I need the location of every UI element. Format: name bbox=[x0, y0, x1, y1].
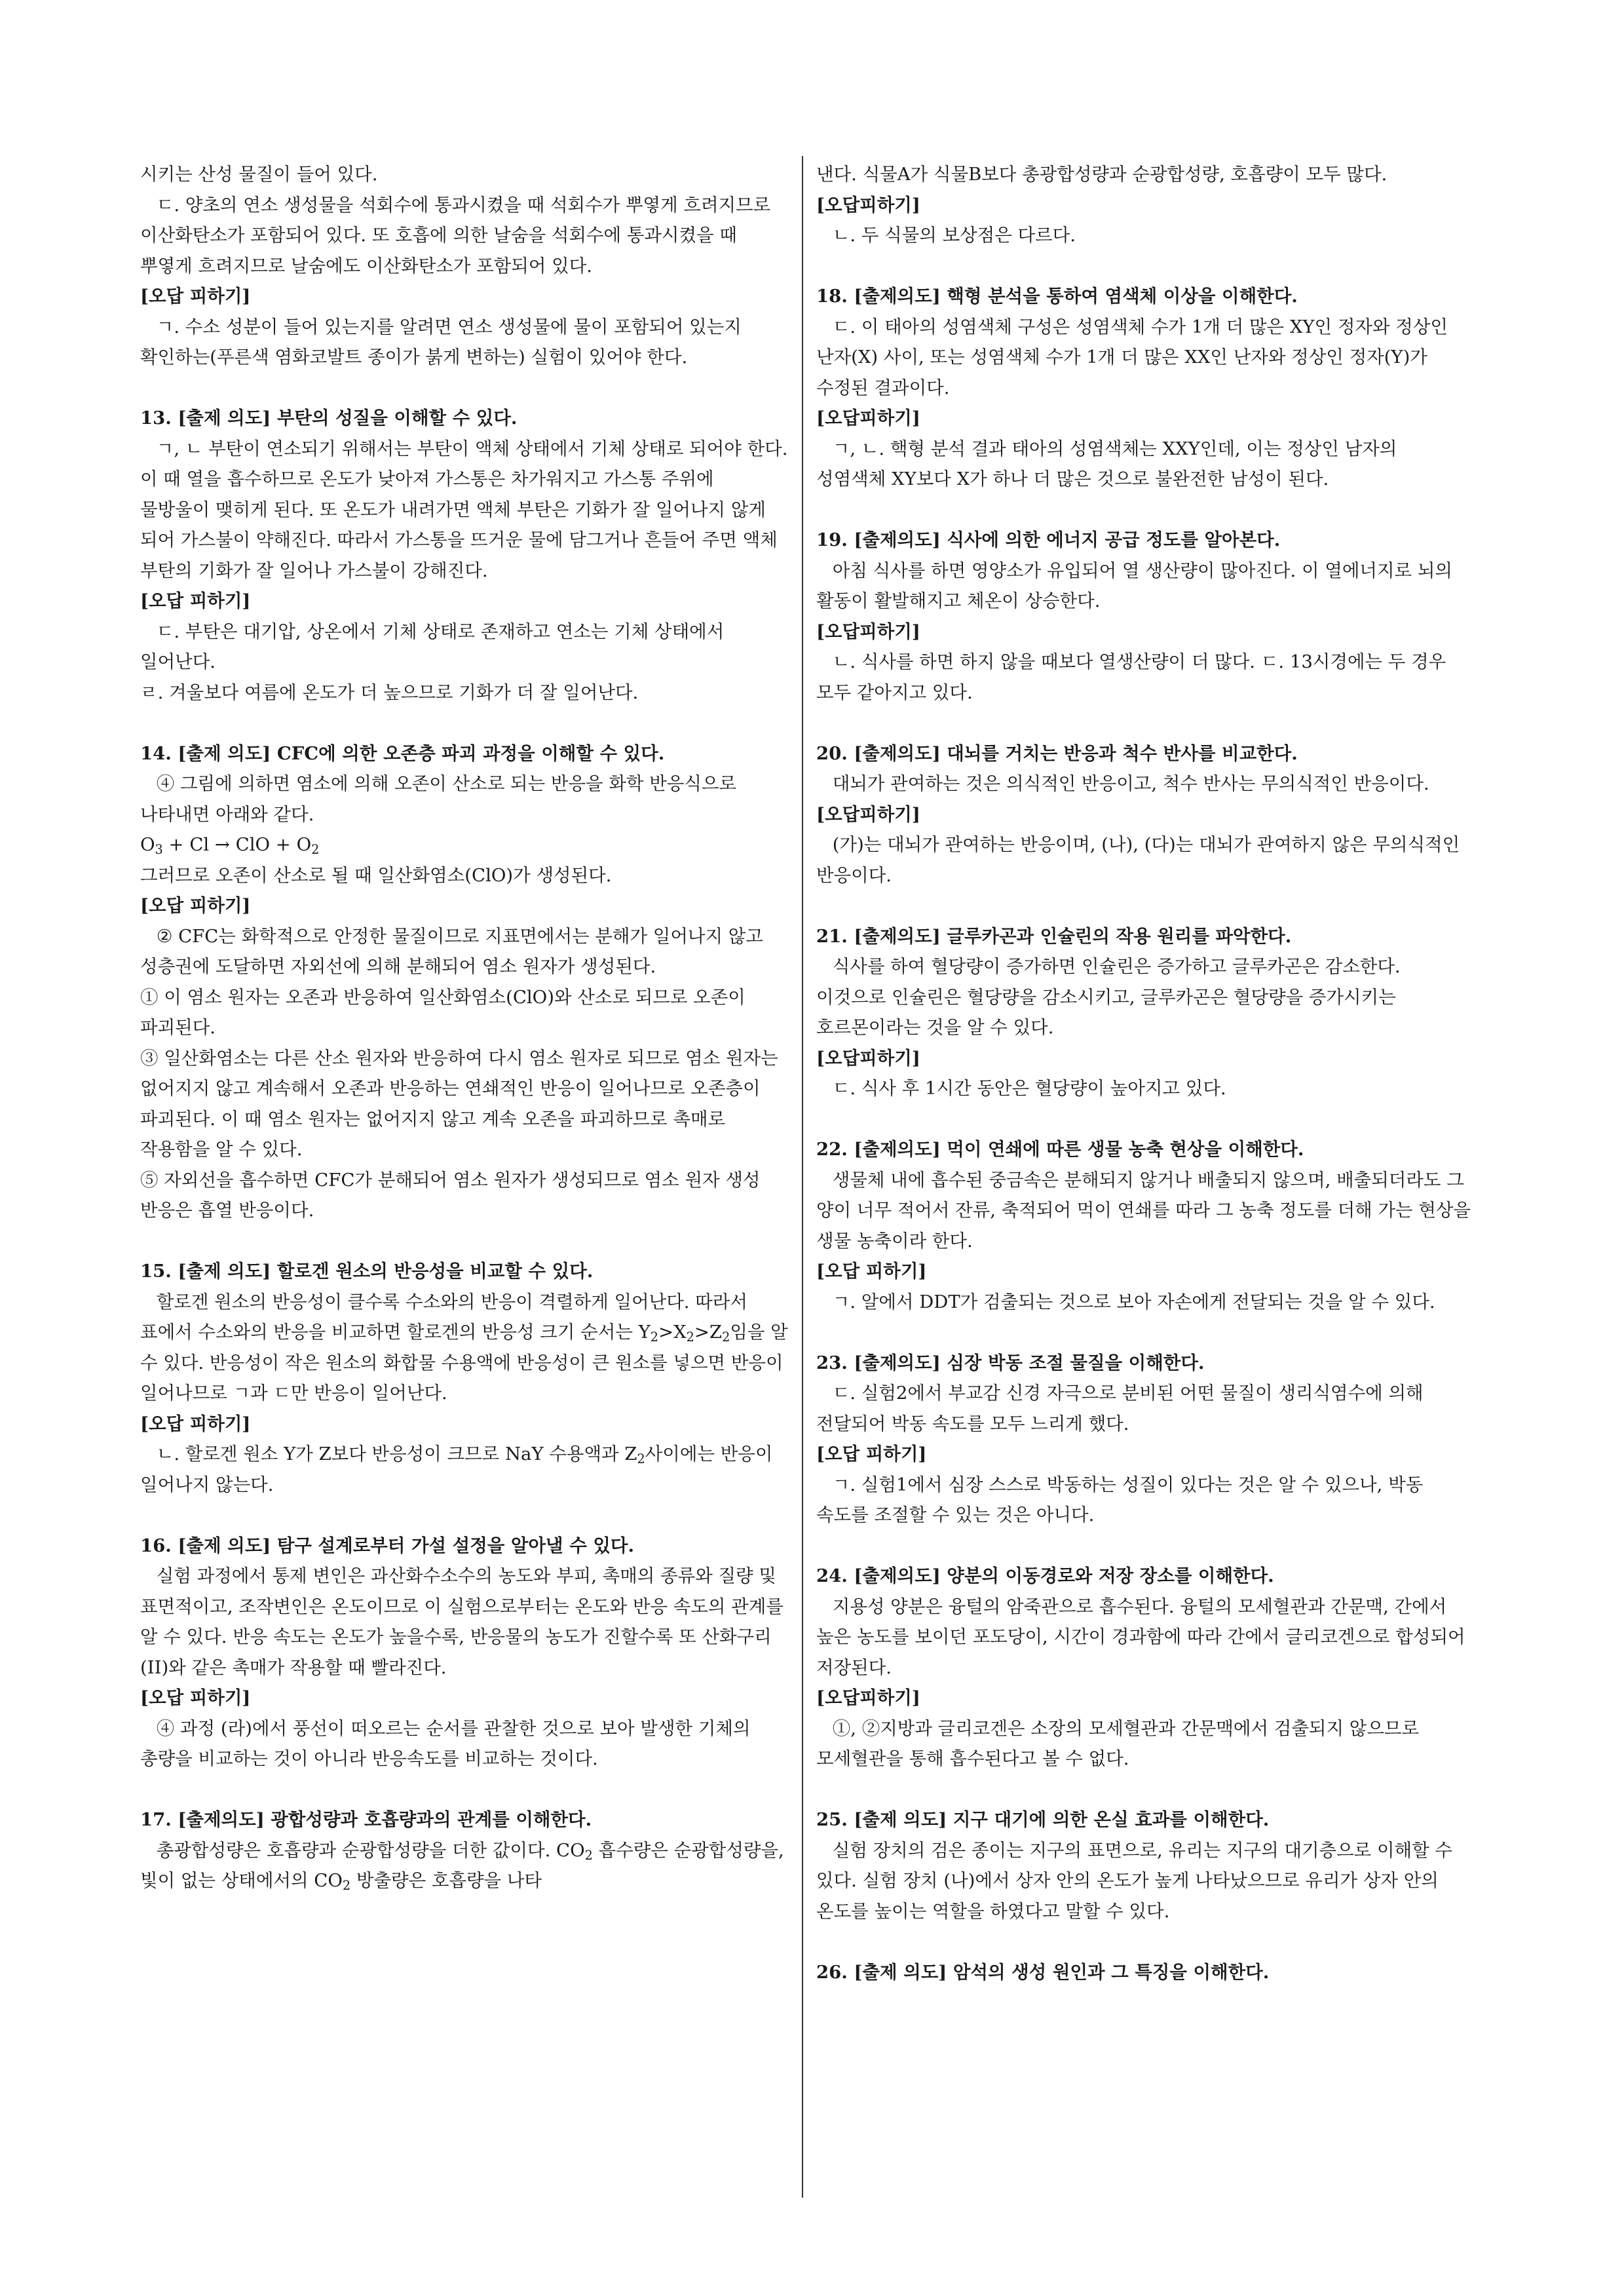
question-20-body: 대뇌가 관여하는 것은 의식적인 반응이고, 척수 반사는 무의식적인 반응이다. bbox=[832, 773, 1429, 794]
question-26-heading: 26. [출제 의도] 암석의 생성 원인과 그 특징을 이해한다. bbox=[816, 1961, 1270, 1983]
question-22-heading: 22. [출제의도] 먹이 연쇄에 따른 생물 농축 현상을 이해한다. bbox=[816, 1139, 1304, 1160]
question-14-heading: 14. [출제 의도] CFC에 의한 오존층 파괴 과정을 이해할 수 있다. bbox=[140, 742, 665, 764]
question-21-heading: 21. [출제의도] 글루카곤과 인슐린의 작용 원리를 파악한다. bbox=[816, 925, 1292, 947]
question-13-heading: 13. [출제 의도] 부탄의 성질을 이해할 수 있다. bbox=[140, 408, 518, 429]
explanation-c: ㄷ. 부탄은 대기압, 상온에서 기체 상태로 존재하고 연소는 기체 상태에서 일어난다. bbox=[140, 621, 725, 672]
question-17-body: 총광합성량은 호흡량과 순광합성량을 더한 값이다. $CO_2$ 흡수량은 순광합성량을, 빛이 없는 상태에서의 $CO_2$ 방출량은 호흡량을 나타 bbox=[140, 1839, 784, 1893]
wrong-answer-label: [오답 피하기] bbox=[140, 1413, 251, 1434]
explanation-b: ㄴ. 할로겐 원소 Y가 Z보다 반응성이 크므로 NaY 수용액과 $Z_2$사이에는 반응이 일어나지 않는다. bbox=[140, 1444, 773, 1495]
wrong-answer-label: [오답피하기] bbox=[816, 1687, 920, 1708]
wrong-answer-label: [오답피하기] bbox=[816, 408, 920, 429]
question-15-heading: 15. [출제 의도] 할로겐 원소의 반응성을 비교할 수 있다. bbox=[140, 1261, 594, 1282]
option-5: ⑤ 자외선을 흡수하면 CFC가 분해되어 염소 원자가 생성되므로 염소 원자 생성 반응은 흡열 반응이다. bbox=[140, 1169, 761, 1221]
explanation-a: ㄱ. 실험1에서 심장 스스로 박동하는 성질이 있다는 것은 알 수 있으나, 박동 속도를 조절할 수 있는 것은 아니다. bbox=[816, 1474, 1424, 1525]
explanation-d: ㄹ. 겨울보다 여름에 온도가 더 높으므로 기화가 더 잘 일어난다. bbox=[140, 681, 639, 703]
question-22-body: 생물체 내에 흡수된 중금속은 분해되지 않거나 배출되지 않으며, 배출되더라도 그 양이 너무 적어서 잔류, 축적되어 먹이 연쇄를 따라 그 농축 정도를 더해 가는 현상을 생물 농축이라 한다. bbox=[816, 1169, 1471, 1252]
question-16-body: 실험 과정에서 통제 변인은 과산화수소수의 농도와 부피, 촉매의 종류와 질량 및 표면적이고, 조작변인은 온도이므로 이 실험으로부터는 온도와 반응 속도의 관계를 알 수 있다. 반응 속도는 온도가 높을수록, 반응물의 농도가 진할수록 또 산화구리(II)와 같은 촉매가 작용할 때 빨라진다. bbox=[140, 1565, 784, 1678]
question-20-heading: 20. [출제의도] 대뇌를 거치는 반응과 척수 반사를 비교한다. bbox=[816, 742, 1298, 764]
question-21-body: 식사를 하여 혈당량이 증가하면 인슐린은 증가하고 글루카곤은 감소한다. 이것으로 인슐린은 혈당량을 감소시키고, 글루카곤은 혈당량을 증가시키는 호르몬이라는 것을 알 수 있다. bbox=[816, 956, 1401, 1038]
question-17-body-cont: 낸다. 식물A가 식물B보다 총광합성량과 순광합성량, 호흡량이 모두 많다. bbox=[816, 164, 1388, 185]
explanation-bc: ㄴ. 식사를 하면 하지 않을 때보다 열생산량이 더 많다. ㄷ. 13시경에는 두 경우 모두 같아지고 있다. bbox=[816, 651, 1446, 703]
wrong-answer-label: [오답피하기] bbox=[816, 803, 920, 825]
question-17-heading: 17. [출제의도] 광합성량과 호흡량과의 관계를 이해한다. bbox=[140, 1809, 592, 1830]
wrong-answer-label: [오답피하기] bbox=[816, 1047, 920, 1069]
wrong-answer-label: [오답 피하기] bbox=[816, 1444, 927, 1464]
question-14-body-2: 그러므로 오존이 산소로 될 때 일산화염소(ClO)가 생성된다. bbox=[140, 864, 612, 886]
explanation-12: ①, ②지방과 글리코겐은 소장의 모세혈관과 간문맥에서 검출되지 않으므로 모세혈관을 통해 흡수된다고 볼 수 없다. bbox=[816, 1717, 1420, 1769]
question-19-heading: 19. [출제의도] 식사에 의한 에너지 공급 정도를 알아본다. bbox=[816, 529, 1281, 550]
text-line: 시키는 산성 물질이 들어 있다. bbox=[140, 164, 378, 185]
question-18-heading: 18. [출제의도] 핵형 분석을 통하여 염색체 이상을 이해한다. bbox=[816, 286, 1298, 307]
question-25-body: 실험 장치의 검은 종이는 지구의 표면으로, 유리는 지구의 대기층으로 이해할 수 있다. 실험 장치 (나)에서 상자 안의 온도가 높게 나타났으므로 유리가 상자 안의 온도를 높이는 역할을 하였다고 말할 수 있다. bbox=[816, 1839, 1452, 1922]
question-16-heading: 16. [출제 의도] 탐구 설계로부터 가설 설정을 알아낼 수 있다. bbox=[140, 1535, 635, 1556]
explanation-b: ㄴ. 두 식물의 보상점은 다르다. bbox=[832, 225, 1076, 246]
wrong-answer-label: [오답 피하기] bbox=[140, 1687, 251, 1708]
left-column bbox=[140, 159, 789, 1896]
question-24-body: 지용성 양분은 융털의 암죽관으로 흡수된다. 융털의 모세혈관과 간문맥, 간에서 높은 농도를 보이던 포도당이, 시간이 경과함에 따라 간에서 글리코겐으로 합성되어 저장된다. bbox=[816, 1596, 1465, 1678]
option-3: ③ 일산화염소는 다른 산소 원자와 반응하여 다시 염소 원자로 되므로 염소 원자는 없어지지 않고 계속해서 오존과 반응하는 연쇄적인 반응이 일어나므로 오존층이 파괴된다. 이 때 염소 원자는 없어지지 않고 계속 오존을 파괴하므로 촉매로 작용함을 알 수 있다. bbox=[140, 1047, 778, 1160]
right-column bbox=[816, 159, 1471, 1987]
column-divider bbox=[802, 156, 803, 2198]
option-1: ① 이 염소 원자는 오존과 반응하여 일산화염소(ClO)와 산소로 되므로 오존이 파괴된다. bbox=[140, 986, 746, 1038]
explanation-ab: ㄱ, ㄴ. 핵형 분석 결과 태아의 성염색체는 XXY인데, 이는 정상인 남자의 성염색체 XY보다 X가 하나 더 많은 것으로 불완전한 남성이 된다. bbox=[816, 438, 1397, 489]
wrong-answer-label: [오답 피하기] bbox=[140, 590, 251, 611]
explanation-c: ㄷ. 양초의 연소 생성물을 석회수에 통과시켰을 때 석회수가 뿌옇게 흐려지므로 이산화탄소가 포함되어 있다. 또 호흡에 의한 날숨을 석회수에 통과시켰을 때 뿌옇게 흐려지므로 날숨에도 이산화탄소가 포함되어 있다. bbox=[140, 194, 771, 277]
wrong-answer-label: [오답 피하기] bbox=[140, 895, 251, 916]
question-14-body: ④ 그림에 의하면 염소에 의해 오존이 산소로 되는 반응을 화학 반응식으로 나타내면 아래와 같다. bbox=[140, 773, 737, 825]
question-25-heading: 25. [출제 의도] 지구 대기에 의한 온실 효과를 이해한다. bbox=[816, 1809, 1270, 1830]
explanation-a: ㄱ. 수소 성분이 들어 있는지를 알려면 연소 생성물에 물이 포함되어 있는지 확인하는(푸른색 염화코발트 종이가 붉게 변하는) 실험이 있어야 한다. bbox=[140, 316, 742, 368]
question-24-heading: 24. [출제의도] 양분의 이동경로와 저장 장소를 이해한다. bbox=[816, 1565, 1274, 1586]
question-15-body: 할로겐 원소의 반응성이 클수록 수소와의 반응이 격렬하게 일어난다. 따라서 표에서 수소와의 반응을 비교하면 할로겐의 반응성 크기 순서는 $Y_2>X_2>Z_2$임을 알 수 있다. 반응성이 작은 원소의 화합물 수용액에 반응성이 큰 원소를 넣으면 반응이 일어나므로 ㄱ과 ㄷ만 반응이 일어난다. bbox=[140, 1291, 788, 1404]
question-18-body: ㄷ. 이 태아의 성염색체 구성은 성염색체 수가 1개 더 많은 XY인 정자와 정상인 난자(X) 사이, 또는 성염색체 수가 1개 더 많은 XX인 난자와 정상인 정자(Y)가 수정된 결과이다. bbox=[816, 316, 1448, 398]
option-4: ④ 과정 (라)에서 풍선이 떠오르는 순서를 관찰한 것으로 보아 발생한 기체의 총량을 비교하는 것이 아니라 반응속도를 비교하는 것이다. bbox=[140, 1717, 751, 1769]
question-13-body: ㄱ, ㄴ 부탄이 연소되기 위해서는 부탄이 액체 상태에서 기체 상태로 되어야 한다. 이 때 열을 흡수하므로 온도가 낮아져 가스통은 차가워지고 가스통 주위에 물방울이 맺히게 된다. 또 온도가 내려가면 액체 부탄은 기화가 잘 일어나지 않게 되어 가스불이 약해진다. 따라서 가스통을 뜨거운 물에 담그거나 흔들어 주면 액체 부탄의 기화가 잘 일어나 가스불이 강해진다. bbox=[140, 438, 788, 581]
chemical-equation: $O_3 + Cl$ → ClO + $O_2$ bbox=[140, 834, 320, 857]
question-19-body: 아침 식사를 하면 영양소가 유입되어 열 생산량이 많아진다. 이 열에너지로 뇌의 활동이 활발해지고 체온이 상승한다. bbox=[816, 560, 1452, 611]
wrong-answer-label: [오답 피하기] bbox=[816, 1261, 927, 1282]
option-2: ② CFC는 화학적으로 안정한 물질이므로 지표면에서는 분해가 일어나지 않고 성층권에 도달하면 자외선에 의해 분해되어 염소 원자가 생성된다. bbox=[140, 925, 763, 977]
question-23-body: ㄷ. 실험2에서 부교감 신경 자극으로 분비된 어떤 물질이 생리식염수에 의해 전달되어 박동 속도를 모두 느리게 했다. bbox=[816, 1383, 1424, 1434]
question-23-heading: 23. [출제의도] 심장 박동 조절 물질을 이해한다. bbox=[816, 1352, 1205, 1373]
wrong-answer-label: [오답피하기] bbox=[816, 194, 920, 216]
explanation-a: ㄱ. 알에서 DDT가 검출되는 것으로 보아 자손에게 전달되는 것을 알 수 있다. bbox=[832, 1291, 1435, 1312]
wrong-answer-label: [오답피하기] bbox=[816, 621, 920, 642]
explanation: (가)는 대뇌가 관여하는 반응이며, (나), (다)는 대뇌가 관여하지 않은 무의식적인 반응이다. bbox=[816, 834, 1460, 886]
explanation-c: ㄷ. 식사 후 1시간 동안은 혈당량이 높아지고 있다. bbox=[832, 1078, 1226, 1099]
wrong-answer-label: [오답 피하기] bbox=[140, 286, 251, 307]
